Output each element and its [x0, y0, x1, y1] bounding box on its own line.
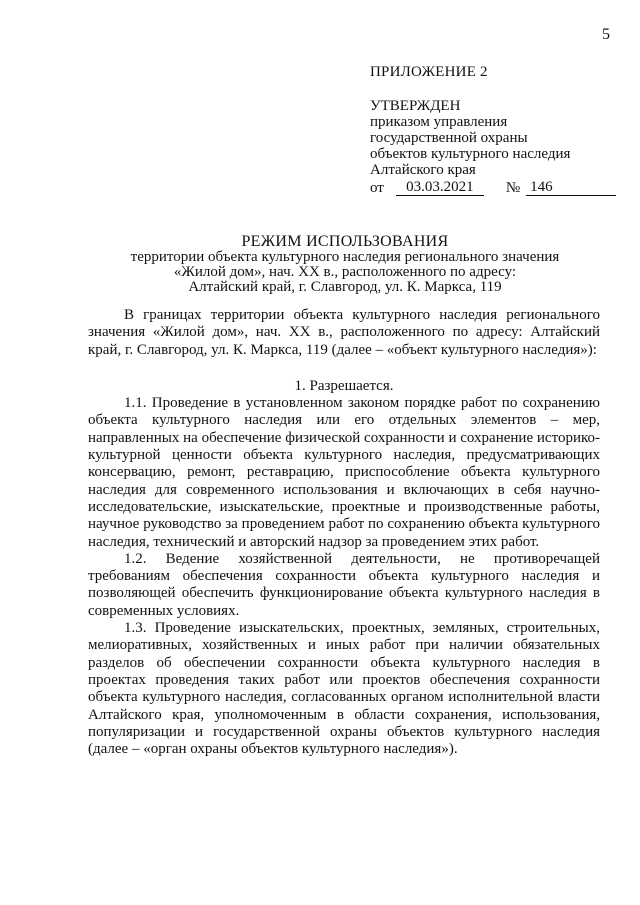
order-date: 03.03.2021: [396, 180, 484, 196]
title-line: Алтайский край, г. Славгород, ул. К. Маркса, 119: [188, 279, 502, 295]
approved-line: государственной охраны: [370, 130, 528, 146]
page-number: 5: [602, 26, 610, 43]
approved-line: приказом управления: [370, 114, 508, 130]
document-title: [90, 233, 600, 295]
approved-line: Алтайского края: [370, 162, 476, 178]
appendix-label: ПРИЛОЖЕНИЕ 2: [370, 64, 488, 80]
title-line: территории объекта культурного наследия регионального значения: [130, 249, 560, 265]
approved-title: УТВЕРЖДЕН: [370, 98, 461, 114]
section-heading: 1. Разрешается.: [294, 377, 394, 394]
intro-paragraph: В границах территории объекта культурного наследия регионального значения «Жилой дом», нач. XX в., расположенного по адресу: Алтайский край, г. Славгород, ул. К. Маркса, 119 (далее – «объект культурного наследия»):: [88, 307, 600, 358]
paragraph-1-2: 1.2. Ведение хозяйственной деятельности, не противоречащей требованиям обеспечения сохранности объекта культурного наследия и позволяющей обеспечить функционирование объекта культурного наследия в современных условиях.: [88, 550, 600, 619]
date-prefix: от: [370, 180, 384, 196]
document-body: [88, 307, 600, 758]
order-date-number: [370, 180, 620, 196]
approved-line: объектов культурного наследия: [370, 146, 571, 162]
appendix-block: [370, 64, 620, 196]
number-sign: №: [505, 180, 521, 196]
approval-block: [370, 98, 620, 196]
paragraph-1-3: 1.3. Проведение изыскательских, проектных, земляных, строительных, мелиоративных, хозяйственных и иных работ при наличии обязательных разделов об обеспечении сохранности объекта культурного наследия в проектах проведения таких работ или проектов обеспечения сохранности объекта культурного наследия, согласованных органом исполнительной власти Алтайского края, уполномоченным в области сохранения, использования, популяризации и государственной охраны объектов культурного наследия (далее – «орган охраны объектов культурного наследия»).: [88, 620, 600, 758]
paragraph-1-1: 1.1. Проведение в установленном законом порядке работ по сохранению объекта культурного наследия или его отдельных элементов – мер, направленных на обеспечение физической сохранности и сохранение историко-культурной ценности объекта культурного наследия, предусматривающих консервацию, ремонт, реставрацию, приспособление объекта культурного наследия для современного использования и включающих в себя научно-исследовательские, изыскательские, проектные и производственные работы, научное руководство за проведением работ по сохранению объекта культурного наследия, технический и авторский надзор за проведением этих работ.: [88, 395, 600, 550]
title-main: РЕЖИМ ИСПОЛЬЗОВАНИЯ: [241, 233, 449, 250]
title-line: «Жилой дом», нач. XX в., расположенного по адресу:: [173, 264, 517, 280]
order-number: 146: [526, 180, 616, 196]
